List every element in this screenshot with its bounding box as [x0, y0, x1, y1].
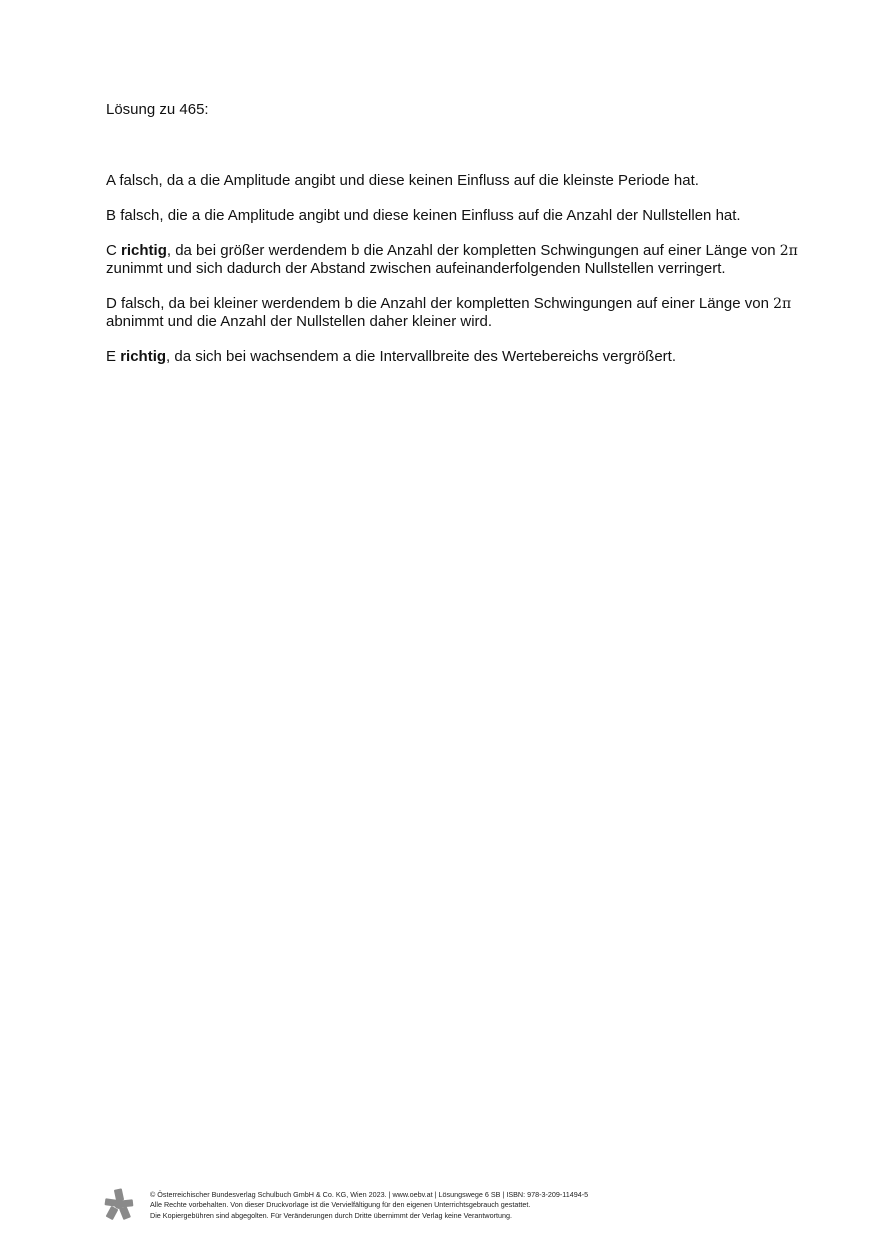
fees-line: Die Kopiergebühren sind abgegolten. Für Veränderungen durch Dritte übernimmt der Verlag keine Verantwortung.	[150, 1210, 512, 1220]
answer-letter: E	[106, 348, 117, 365]
answer-letter: B	[106, 207, 117, 224]
answer-verdict: falsch	[119, 172, 159, 189]
page-title: Lösung zu 465:	[106, 101, 209, 118]
answer-verdict: richtig	[121, 242, 167, 259]
answer-text: , da bei kleiner werdendem b die Anzahl der kompletten Schwingungen auf einer Länge von	[160, 295, 774, 312]
answer-text: zunimmt und sich dadurch der Abstand zwischen aufeinanderfolgenden Nullstellen verringert.	[106, 260, 726, 277]
math-expression: 2π	[773, 296, 792, 312]
answer-d	[106, 295, 806, 331]
answer-text: , da sich bei wachsendem a die Intervallbreite des Wertebereichs vergrößert.	[166, 348, 677, 365]
copyright-notice	[150, 1190, 588, 1221]
page-footer	[104, 1188, 804, 1228]
answer-letter: D	[106, 295, 117, 312]
answer-a	[106, 172, 806, 190]
math-expression: 2π	[779, 243, 798, 259]
answer-text: , die a die Amplitude angibt und diese keinen Einfluss auf die Anzahl der Nullstellen hat.	[159, 207, 741, 224]
answer-verdict: falsch	[121, 295, 161, 312]
publisher-logo-icon	[104, 1188, 134, 1220]
answer-text: , da bei größer werdendem b die Anzahl der kompletten Schwingungen auf einer Länge von	[166, 242, 780, 259]
answer-verdict: richtig	[120, 348, 167, 365]
answer-b	[106, 207, 806, 225]
answer-verdict: falsch	[120, 207, 160, 224]
answer-text: abnimmt und die Anzahl der Nullstellen daher kleiner wird.	[106, 313, 493, 330]
rights-line: Alle Rechte vorbehalten. Von dieser Druckvorlage ist die Vervielfältigung für den eigenen Unterrichtsgebrauch gestattet.	[150, 1200, 531, 1210]
answer-text: , da a die Amplitude angibt und diese keinen Einfluss auf die kleinste Periode hat.	[158, 172, 699, 189]
answer-c	[106, 242, 806, 278]
answer-letter: A	[106, 172, 116, 189]
copyright-line: © Österreichischer Bundesverlag Schulbuch GmbH & Co. KG, Wien 2023. | www.oebv.at | Lösungswege 6 SB | ISBN: 978-3-209-11494-5	[150, 1190, 589, 1199]
answer-e	[106, 348, 806, 366]
answer-letter: C	[106, 242, 117, 259]
answer-list	[106, 172, 806, 383]
